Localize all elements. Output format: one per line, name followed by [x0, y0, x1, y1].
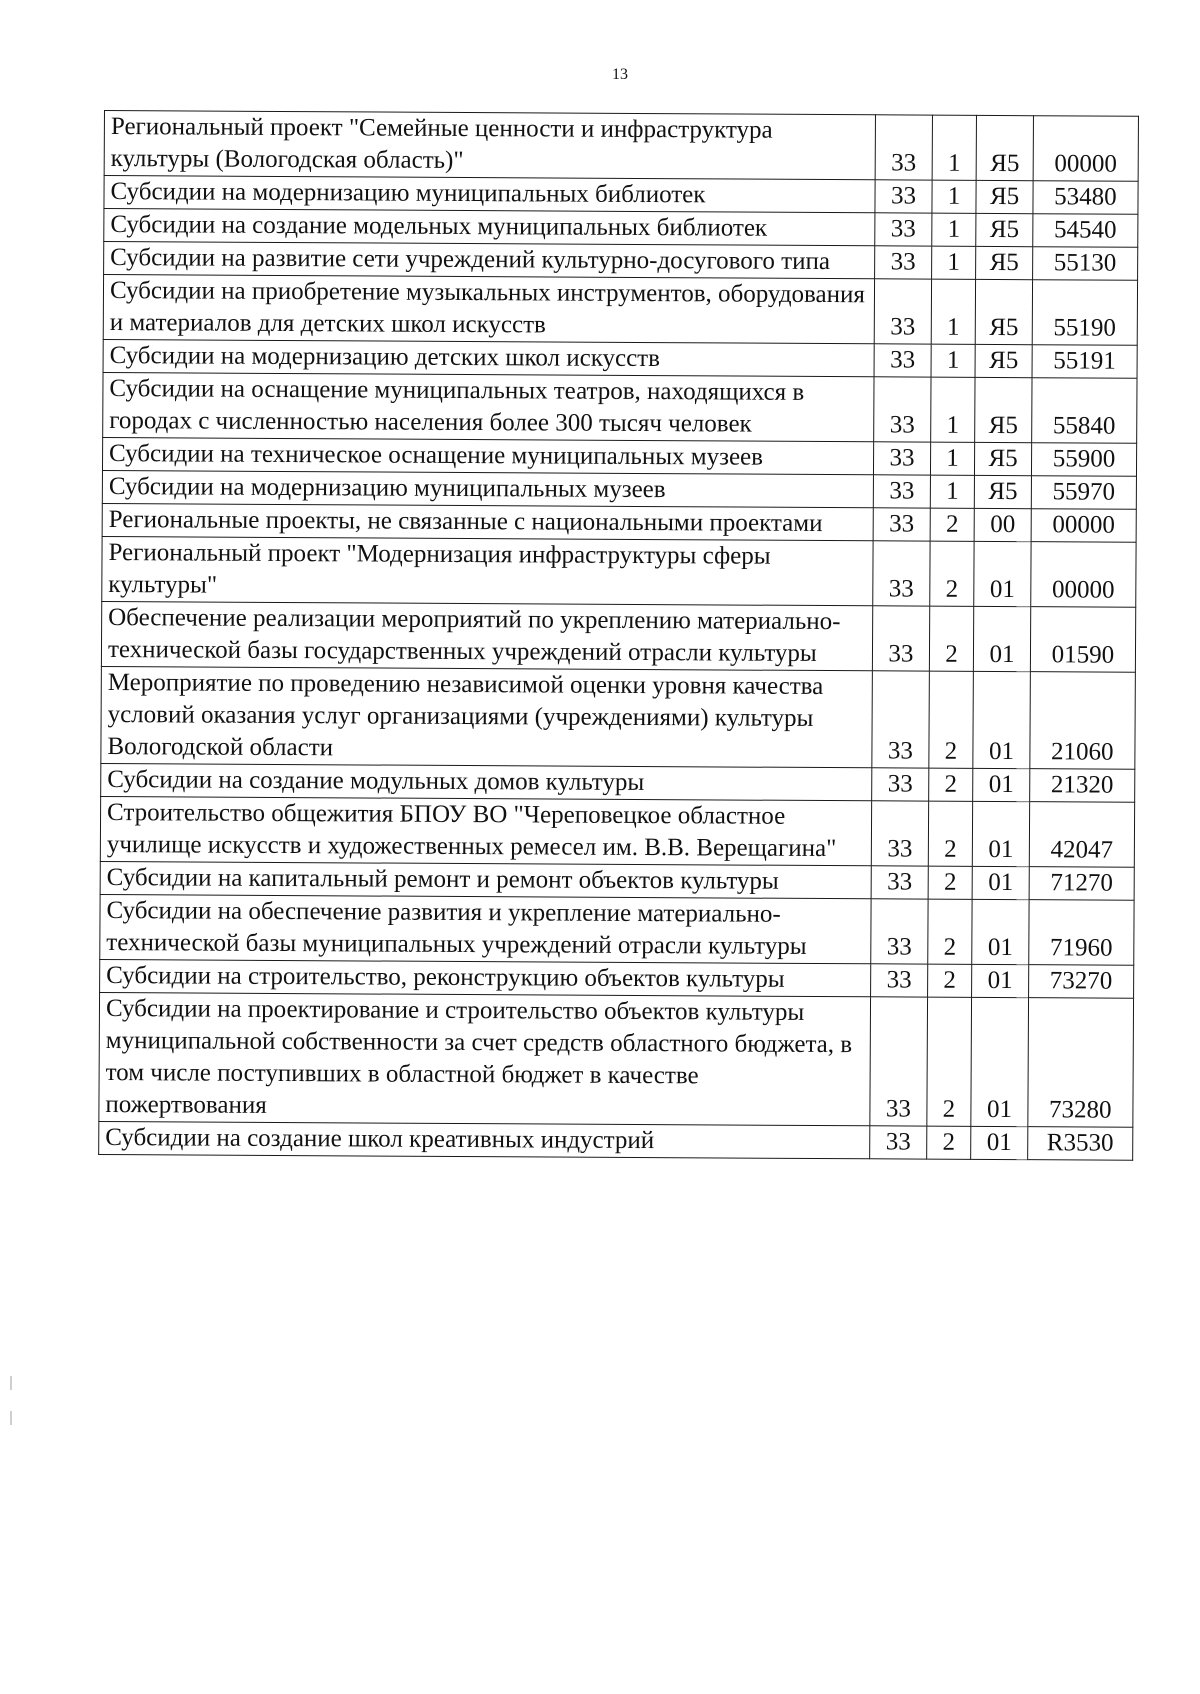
table-row: [104, 242, 1138, 281]
code-direction: R3530: [1028, 1127, 1133, 1161]
row-description: Субсидии на оснащение муниципальных театров, находящихся в городах с численностью населения более 300 тысяч человек: [103, 372, 875, 441]
code-project: 00: [974, 508, 1031, 541]
code-subprogram: 2: [926, 1126, 971, 1159]
table-row: [102, 503, 1136, 542]
code-program: 33: [871, 964, 928, 997]
code-program: 33: [871, 866, 928, 899]
table-row: [102, 470, 1136, 509]
code-direction: 73270: [1028, 965, 1133, 999]
row-description: Мероприятие по проведению независимой оценки уровня качества условий оказания услуг организациями (учреждениями) культуры Вологодской области: [101, 666, 873, 767]
table-row: [102, 437, 1136, 476]
code-project: Я5: [976, 246, 1033, 279]
code-program: 33: [875, 213, 932, 246]
row-description: Субсидии на создание модельных муниципальных библиотек: [104, 209, 875, 246]
code-direction: 55970: [1031, 476, 1136, 510]
scan-edge-mark: [10, 1376, 12, 1390]
row-description: Региональные проекты, не связанные с национальными проектами: [102, 503, 873, 540]
table-row: [100, 894, 1134, 965]
table-row: [102, 536, 1136, 607]
budget-classification-table: [98, 110, 1139, 1161]
code-direction: 71960: [1029, 900, 1135, 966]
code-subprogram: 2: [930, 508, 975, 541]
code-project: 01: [973, 801, 1030, 866]
code-direction: 71270: [1029, 867, 1134, 901]
code-program: 33: [874, 442, 931, 475]
code-project: 01: [973, 671, 1030, 768]
table-row: [101, 601, 1135, 672]
code-subprogram: 2: [927, 964, 972, 997]
code-program: 33: [875, 246, 932, 279]
row-description: Субсидии на модернизацию муниципальных музеев: [102, 470, 873, 507]
code-direction: 53480: [1033, 181, 1138, 215]
table-row: [103, 339, 1137, 378]
code-subprogram: 2: [928, 768, 973, 801]
row-description: Субсидии на обеспечение развития и укрепление материально-технической базы муниципальных учреждений отрасли культуры: [100, 894, 872, 963]
code-subprogram: 1: [930, 377, 975, 442]
row-description: Субсидии на развитие сети учреждений культурно-досугового типа: [104, 242, 875, 279]
table-row: [101, 666, 1136, 769]
row-description: Субсидии на строительство, реконструкцию объектов культуры: [100, 959, 871, 996]
code-program: 33: [873, 475, 930, 508]
table-row: [103, 372, 1137, 443]
code-project: 01: [972, 866, 1029, 899]
code-project: 01: [971, 1126, 1028, 1159]
code-program: 33: [873, 541, 930, 606]
code-project: Я5: [975, 442, 1032, 475]
code-project: Я5: [976, 180, 1033, 213]
code-direction: 55900: [1031, 443, 1136, 477]
code-program: 33: [875, 180, 932, 213]
code-program: 33: [870, 1126, 927, 1159]
code-direction: 55840: [1032, 378, 1138, 444]
code-direction: 55191: [1032, 345, 1137, 379]
code-project: Я5: [975, 344, 1032, 377]
table-row: [99, 992, 1134, 1127]
code-project: Я5: [975, 377, 1032, 442]
code-program: 33: [873, 606, 930, 671]
code-subprogram: 1: [932, 180, 977, 213]
table-row: [104, 209, 1138, 248]
page-number: 13: [612, 66, 628, 83]
row-description: Субсидии на капитальный ремонт и ремонт объектов культуры: [100, 861, 871, 898]
code-direction: 21320: [1030, 769, 1135, 803]
code-program: 33: [870, 997, 927, 1126]
row-description: Субсидии на модернизацию муниципальных библиотек: [104, 176, 875, 213]
code-program: 33: [874, 279, 931, 344]
code-project: Я5: [976, 213, 1033, 246]
code-project: Я5: [975, 475, 1032, 508]
code-subprogram: 1: [932, 115, 977, 180]
code-program: 33: [873, 508, 930, 541]
row-description: Обеспечение реализации мероприятий по укреплению материально-технической базы государственных учреждений отрасли культуры: [101, 601, 873, 670]
code-program: 33: [872, 768, 929, 801]
code-program: 33: [874, 344, 931, 377]
code-subprogram: 1: [930, 475, 975, 508]
code-program: 33: [872, 671, 929, 768]
row-description: Строительство общежития БПОУ ВО "Череповецкое областное училище искусств и художественных ремесел им. В.В. Верещагина": [100, 796, 872, 865]
code-subprogram: 1: [932, 213, 977, 246]
code-direction: 00000: [1033, 116, 1139, 182]
code-project: Я5: [975, 279, 1032, 344]
table-row: [100, 959, 1134, 998]
row-description: Региональный проект "Семейные ценности и инфраструктура культуры (Вологодская область)": [104, 111, 876, 180]
code-direction: 01590: [1030, 607, 1136, 673]
code-project: 01: [972, 899, 1029, 964]
code-direction: 42047: [1029, 802, 1135, 868]
table-row: [104, 176, 1138, 215]
code-direction: 55190: [1032, 280, 1138, 346]
code-subprogram: 2: [928, 866, 973, 899]
code-subprogram: 1: [931, 344, 976, 377]
table-row: [103, 275, 1137, 346]
code-program: 33: [871, 801, 928, 866]
code-direction: 73280: [1028, 998, 1134, 1128]
table-row: [99, 1121, 1133, 1160]
code-program: 33: [871, 899, 928, 964]
row-description: Субсидии на техническое оснащение муниципальных музеев: [102, 437, 873, 474]
table-row: [101, 763, 1135, 802]
code-subprogram: 2: [927, 997, 972, 1126]
code-subprogram: 2: [928, 801, 973, 866]
code-project: Я5: [976, 115, 1033, 180]
code-project: 01: [973, 768, 1030, 801]
code-subprogram: 2: [929, 606, 974, 671]
code-direction: 54540: [1033, 214, 1138, 248]
table-body: [99, 111, 1139, 1161]
row-description: Субсидии на проектирование и строительство объектов культуры муниципальной собственности за счет средств областного бюджета, в том числе поступивших в областной бюджет в качестве пожертвования: [99, 992, 871, 1125]
code-direction: 55130: [1032, 247, 1137, 281]
scan-edge-mark: [10, 1411, 12, 1425]
code-subprogram: 2: [930, 541, 975, 606]
row-description: Субсидии на приобретение музыкальных инструментов, оборудования и материалов для детских школ искусств: [103, 275, 875, 344]
code-project: 01: [974, 541, 1031, 606]
code-subprogram: 1: [931, 246, 976, 279]
code-project: 01: [974, 606, 1031, 671]
row-description: Субсидии на создание школ креативных индустрий: [99, 1121, 870, 1158]
code-program: 33: [875, 115, 932, 180]
code-subprogram: 2: [928, 899, 973, 964]
code-subprogram: 1: [931, 279, 976, 344]
table-row: [100, 796, 1134, 867]
row-description: Субсидии на модернизацию детских школ искусств: [103, 339, 874, 376]
code-program: 33: [874, 377, 931, 442]
code-direction: 00000: [1031, 542, 1137, 608]
code-subprogram: 1: [930, 442, 975, 475]
code-project: 01: [972, 964, 1029, 997]
row-description: Региональный проект "Модернизация инфраструктуры сферы культуры": [102, 536, 874, 605]
table-row: [104, 111, 1138, 182]
code-direction: 21060: [1030, 672, 1136, 770]
code-project: 01: [971, 997, 1028, 1126]
code-subprogram: 2: [929, 671, 974, 768]
row-description: Субсидии на создание модульных домов культуры: [101, 763, 872, 800]
code-direction: 00000: [1031, 509, 1136, 543]
table-row: [100, 861, 1134, 900]
